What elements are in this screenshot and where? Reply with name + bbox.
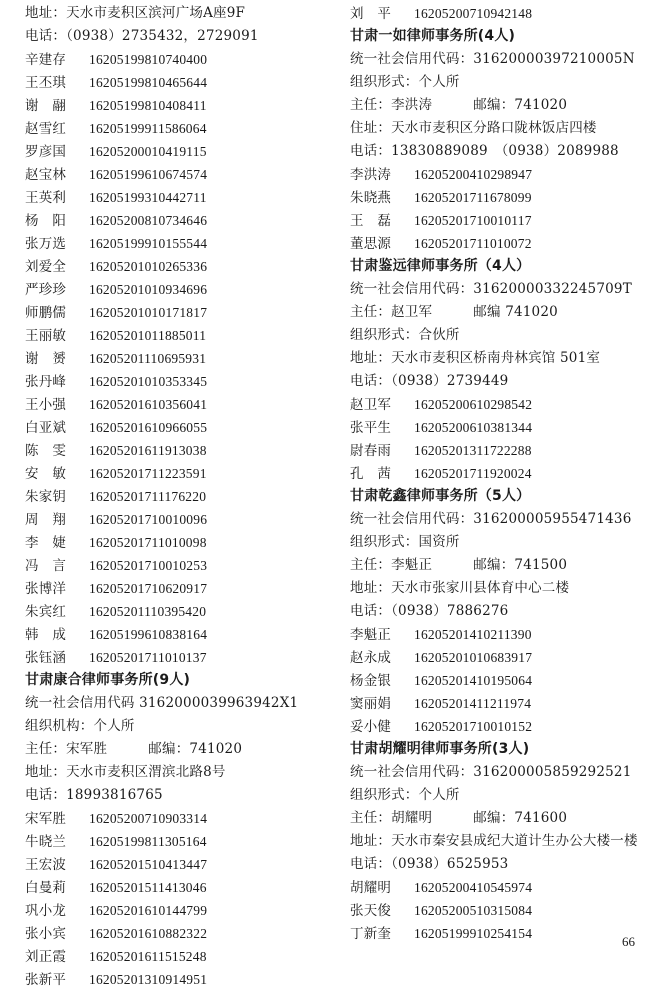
lawyer-name: 赵雪红 <box>25 121 67 137</box>
lawyer-entry <box>25 163 340 186</box>
lawyer-entry <box>350 186 662 209</box>
license-number: 16205200010419115 <box>89 144 207 159</box>
lawyer-entry <box>350 163 662 186</box>
lawyer-entry <box>25 485 340 508</box>
license-number: 16205200710903314 <box>89 811 208 826</box>
lawyer-entry <box>25 347 340 370</box>
lawyer-entry <box>25 876 340 899</box>
license-number: 16205200810734646 <box>89 213 208 228</box>
lawyer-name: 韩 成 <box>25 627 67 643</box>
license-number: 16205200510315084 <box>414 903 533 918</box>
lawyer-name: 李洪涛 <box>350 167 392 183</box>
lawyer-name: 王丕琪 <box>25 75 67 91</box>
lawyer-entry <box>25 508 340 531</box>
license-number: 16205201411211974 <box>414 696 532 711</box>
lawyer-entry <box>350 922 662 945</box>
license-number: 16205200710942148 <box>414 6 533 21</box>
lawyer-name: 刘正霞 <box>25 949 67 965</box>
license-number: 16205201710010117 <box>414 213 532 228</box>
license-number: 16205201310914951 <box>89 972 208 987</box>
lawyer-name: 王小强 <box>25 397 67 413</box>
firm-info-line: 地址：天水市秦安县成纪大道计生办公大楼一楼 <box>350 833 638 849</box>
lawyer-entry <box>350 416 662 439</box>
lawyer-name: 赵永成 <box>350 650 392 666</box>
lawyer-entry <box>25 577 340 600</box>
lawyer-name: 朱宾红 <box>25 604 67 620</box>
firm-heading: 甘肃一如律师事务所(4人) <box>350 28 516 44</box>
lawyer-name: 王宏波 <box>25 857 67 873</box>
lawyer-name: 谢 翮 <box>25 98 67 114</box>
firm-info-line: 地址：天水市麦积区桥南舟林宾馆 501室 <box>350 350 601 366</box>
firm-info-line: 主任：胡耀明 邮编：741600 <box>350 810 568 826</box>
license-number: 16205201711010137 <box>89 650 207 665</box>
license-number: 16205199810465644 <box>89 75 208 90</box>
lawyer-entry <box>25 968 340 991</box>
lawyer-entry <box>25 140 340 163</box>
lawyer-name: 张平生 <box>350 420 392 436</box>
firm-heading: 甘肃胡耀明律师事务所(3人) <box>350 741 530 757</box>
page-number: 66 <box>622 934 635 949</box>
license-number: 16205201610144799 <box>89 903 208 918</box>
license-number: 16205201710620917 <box>89 581 208 596</box>
lawyer-entry <box>350 439 662 462</box>
lawyer-name: 尉春雨 <box>350 443 392 459</box>
lawyer-entry <box>350 692 662 715</box>
lawyer-name: 陈 雯 <box>25 443 67 459</box>
lawyer-name: 罗彦国 <box>25 144 67 160</box>
lawyer-entry <box>25 600 340 623</box>
license-number: 16205201710010253 <box>89 558 208 573</box>
lawyer-entry <box>350 876 662 899</box>
lawyer-name: 安 敏 <box>25 466 67 482</box>
license-number: 16205200410545974 <box>414 880 533 895</box>
lawyer-name: 董思源 <box>350 236 392 252</box>
lawyer-entry <box>350 2 662 25</box>
firm-info-line: 电话：13830889089 （0938）2089988 <box>350 143 619 159</box>
lawyer-name: 李魁正 <box>350 627 392 643</box>
lawyer-entry <box>25 71 340 94</box>
firm-info-line: 主任：李魁正 邮编：741500 <box>350 557 568 573</box>
firm-info-line: 电话：（0938）7886276 <box>350 603 509 619</box>
lawyer-name: 杨 阳 <box>25 213 67 229</box>
lawyer-entry <box>350 393 662 416</box>
lawyer-entry <box>25 232 340 255</box>
lawyer-entry <box>25 807 340 830</box>
firm-info-line: 组织形式：国资所 <box>350 534 460 550</box>
lawyer-name: 李 婕 <box>25 535 67 551</box>
lawyer-entry <box>25 623 340 646</box>
license-number: 16205199911586064 <box>89 121 207 136</box>
lawyer-name: 辛建存 <box>25 52 67 68</box>
firm-info-line: 住址：天水市麦积区分路口陇林饭店四楼 <box>350 120 597 136</box>
firm-info-line: 电话：（0938）6525953 <box>350 856 509 872</box>
lawyer-entry <box>25 48 340 71</box>
lawyer-name: 宋军胜 <box>25 811 67 827</box>
lawyer-name: 谢 赟 <box>25 351 67 367</box>
lawyer-entry <box>25 945 340 968</box>
license-number: 16205201110395420 <box>89 604 207 619</box>
lawyer-entry <box>25 899 340 922</box>
lawyer-name: 刘 平 <box>350 6 392 22</box>
lawyer-entry <box>350 623 662 646</box>
lawyer-name: 王丽敏 <box>25 328 67 344</box>
firm-info-line: 地址：天水市麦积区滨河广场A座9F <box>25 5 246 21</box>
license-number: 16205201410211390 <box>414 627 532 642</box>
lawyer-name: 胡耀明 <box>350 880 392 896</box>
left-column <box>25 2 340 991</box>
firm-info-line: 电话：18993816765 <box>25 787 163 803</box>
firm-info-line: 统一社会信用代码：31620000397210005N <box>350 51 635 67</box>
license-number: 16205201010171817 <box>89 305 208 320</box>
lawyer-name: 丁新奎 <box>350 926 392 942</box>
firm-heading: 甘肃乾鑫律师事务所（5人） <box>350 488 531 504</box>
lawyer-name: 王 磊 <box>350 213 392 229</box>
firm-info-line: 主任：李洪涛 邮编：741020 <box>350 97 568 113</box>
firm-info-line: 组织形式：个人所 <box>350 787 460 803</box>
license-number: 16205201711678099 <box>414 190 532 205</box>
lawyer-entry <box>25 255 340 278</box>
license-number: 16205201511413046 <box>89 880 207 895</box>
lawyer-name: 巩小龙 <box>25 903 67 919</box>
lawyer-name: 白曼莉 <box>25 880 67 896</box>
firm-info-line: 组织机构：个人所 <box>25 718 135 734</box>
license-number: 16205199810408411 <box>89 98 207 113</box>
license-number: 16205201711920024 <box>414 466 532 481</box>
license-number: 16205200610381344 <box>414 420 533 435</box>
lawyer-name: 张博洋 <box>25 581 67 597</box>
lawyer-entry <box>25 554 340 577</box>
firm-info-line: 组织形式：合伙所 <box>350 327 460 343</box>
lawyer-entry <box>25 416 340 439</box>
lawyer-entry <box>350 646 662 669</box>
license-number: 16205199610838164 <box>89 627 208 642</box>
license-number: 16205201711223591 <box>89 466 207 481</box>
lawyer-name: 王英利 <box>25 190 67 206</box>
license-number: 16205201610882322 <box>89 926 208 941</box>
license-number: 16205199910254154 <box>414 926 533 941</box>
firm-info-line: 统一社会信用代码：316200005859292521 <box>350 764 632 780</box>
lawyer-name: 张新平 <box>25 972 67 988</box>
lawyer-entry <box>25 439 340 462</box>
lawyer-name: 杨金银 <box>350 673 392 689</box>
firm-info-line: 电话：（0938）2735432，2729091 <box>25 28 259 44</box>
right-column <box>350 2 662 945</box>
license-number: 16205201710010096 <box>89 512 208 527</box>
lawyer-entry <box>25 462 340 485</box>
lawyer-name: 张钰涵 <box>25 650 67 666</box>
lawyer-name: 白亚斌 <box>25 420 67 436</box>
lawyer-entry <box>25 830 340 853</box>
lawyer-entry <box>350 232 662 255</box>
license-number: 16205201110695931 <box>89 351 207 366</box>
lawyer-entry <box>25 324 340 347</box>
lawyer-entry <box>25 209 340 232</box>
license-number: 16205199810740400 <box>89 52 208 67</box>
firm-info-line: 主任：宋军胜 邮编：741020 <box>25 741 243 757</box>
firm-heading: 甘肃康合律师事务所(9人) <box>25 672 191 688</box>
lawyer-name: 窦丽娟 <box>350 696 392 712</box>
lawyer-entry <box>25 278 340 301</box>
license-number: 16205201611515248 <box>89 949 207 964</box>
firm-heading: 甘肃鉴远律师事务所（4人） <box>350 258 531 274</box>
firm-info-line: 统一社会信用代码：31620000332245709T <box>350 281 632 297</box>
license-number: 16205199610674574 <box>89 167 208 182</box>
lawyer-entry <box>350 462 662 485</box>
lawyer-name: 严珍珍 <box>25 282 67 298</box>
license-number: 16205201610966055 <box>89 420 208 435</box>
firm-info-line: 统一社会信用代码 3162000039963942X1 <box>25 695 299 711</box>
license-number: 16205201010683917 <box>414 650 533 665</box>
license-number: 16205200610298542 <box>414 397 533 412</box>
lawyer-entry <box>350 669 662 692</box>
license-number: 16205199910155544 <box>89 236 208 251</box>
lawyer-name: 牛晓兰 <box>25 834 67 850</box>
firm-info-line: 地址：天水市张家川县体育中心二楼 <box>350 580 570 596</box>
lawyer-name: 张丹峰 <box>25 374 67 390</box>
lawyer-name: 冯 言 <box>25 558 67 574</box>
lawyer-entry <box>25 186 340 209</box>
license-number: 16205201711010072 <box>414 236 532 251</box>
license-number: 16205201611913038 <box>89 443 207 458</box>
lawyer-entry <box>350 899 662 922</box>
license-number: 16205201710010152 <box>414 719 533 734</box>
lawyer-name: 赵宝林 <box>25 167 67 183</box>
lawyer-name: 朱家钥 <box>25 489 67 505</box>
lawyer-name: 朱晓燕 <box>350 190 392 206</box>
lawyer-entry <box>350 715 662 738</box>
lawyer-entry <box>25 301 340 324</box>
license-number: 16205201711010098 <box>89 535 207 550</box>
lawyer-entry <box>25 531 340 554</box>
license-number: 16205201510413447 <box>89 857 208 872</box>
lawyer-name: 妥小健 <box>350 719 392 735</box>
firm-info-line: 统一社会信用代码：316200005955471436 <box>350 511 632 527</box>
license-number: 16205201010265336 <box>89 259 208 274</box>
lawyer-entry <box>25 646 340 669</box>
lawyer-entry <box>25 94 340 117</box>
lawyer-entry <box>25 853 340 876</box>
lawyer-entry <box>25 370 340 393</box>
lawyer-name: 刘爱全 <box>25 259 67 275</box>
license-number: 16205201311722288 <box>414 443 532 458</box>
lawyer-entry <box>350 209 662 232</box>
lawyer-name: 张小宾 <box>25 926 67 942</box>
firm-info-line: 主任：赵卫军 邮编 741020 <box>350 304 558 320</box>
license-number: 16205201010353345 <box>89 374 208 389</box>
firm-info-line: 电话：（0938）2739449 <box>350 373 509 389</box>
lawyer-name: 赵卫军 <box>350 397 392 413</box>
firm-info-line: 组织形式：个人所 <box>350 74 460 90</box>
lawyer-name: 孔 茜 <box>350 466 392 482</box>
license-number: 16205201011885011 <box>89 328 207 343</box>
firm-info-line: 地址：天水市麦积区渭滨北路8号 <box>25 764 226 780</box>
license-number: 16205199811305164 <box>89 834 207 849</box>
lawyer-entry <box>25 922 340 945</box>
lawyer-name: 师鹏儒 <box>25 305 67 321</box>
license-number: 16205199310442711 <box>89 190 207 205</box>
license-number: 16205200410298947 <box>414 167 533 182</box>
license-number: 16205201711176220 <box>89 489 207 504</box>
lawyer-entry <box>25 117 340 140</box>
lawyer-name: 张万选 <box>25 236 67 252</box>
license-number: 16205201010934696 <box>89 282 208 297</box>
license-number: 16205201610356041 <box>89 397 208 412</box>
lawyer-name: 周 翔 <box>25 512 67 528</box>
lawyer-entry <box>25 393 340 416</box>
lawyer-name: 张天俊 <box>350 903 392 919</box>
license-number: 16205201410195064 <box>414 673 533 688</box>
